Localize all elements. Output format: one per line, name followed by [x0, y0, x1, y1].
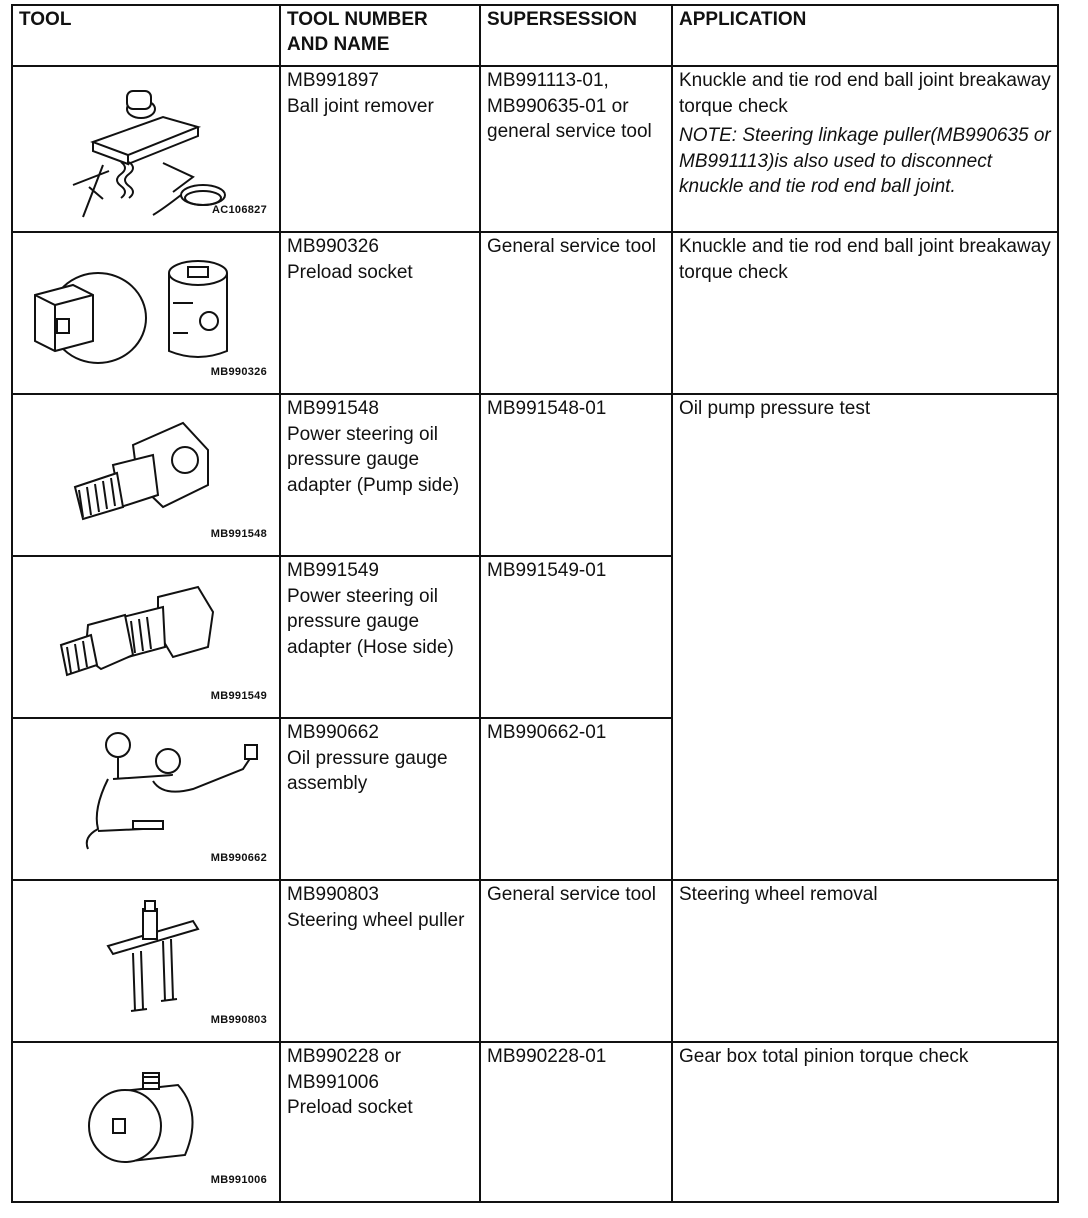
- tool-name: Power steering oil pressure gauge adapter (Pump side): [287, 423, 460, 496]
- special-tools-table: [11, 4, 1059, 1203]
- tool-code-label: MB990662: [210, 851, 267, 864]
- tool-number-name-cell: [280, 556, 480, 718]
- tool-illustration-cell: [12, 66, 280, 232]
- header-tool: TOOL: [12, 5, 280, 66]
- tool-number: MB991548: [287, 398, 379, 419]
- tool-code-label: MB991549: [210, 689, 267, 702]
- tool-name: Steering wheel puller: [287, 909, 465, 931]
- supersession-cell: MB990228-01: [480, 1042, 672, 1202]
- application-cell: Knuckle and tie rod end ball joint breakaway torque check: [672, 232, 1058, 394]
- tool-illustration-cell: [12, 718, 280, 880]
- tool-illustration-cell: [12, 880, 280, 1042]
- tool-code-label: MB990326: [210, 365, 267, 378]
- tool-illustration-cell: [12, 394, 280, 556]
- tool-number-name-cell: [280, 718, 480, 880]
- tool-number-name-cell: [280, 394, 480, 556]
- table-row: [12, 1042, 1058, 1202]
- header-tool-number-and-name: TOOL NUMBER AND NAME: [280, 5, 480, 66]
- table-row: [12, 880, 1058, 1042]
- tool-number-name-cell: [280, 232, 480, 394]
- table-row: [12, 232, 1058, 394]
- tool-code-label: AC106827: [212, 203, 267, 216]
- tool-illustration-cell: [12, 556, 280, 718]
- application-text: Knuckle and tie rod end ball joint breakaway torque check: [679, 70, 1051, 117]
- supersession-cell: MB991548-01: [480, 394, 672, 556]
- tool-name: Power steering oil pressure gauge adapter (Hose side): [287, 585, 454, 658]
- application-cell: Gear box total pinion torque check: [672, 1042, 1058, 1202]
- application-cell: [672, 66, 1058, 232]
- tool-name: Preload socket: [287, 261, 413, 283]
- tool-number: MB991549: [287, 560, 379, 581]
- table-row: [12, 66, 1058, 232]
- tool-number: MB990326: [287, 236, 379, 257]
- tool-code-label: MB991006: [210, 1173, 267, 1186]
- tool-number: MB991897: [287, 70, 379, 91]
- tool-number-name-cell: [280, 880, 480, 1042]
- tool-code-label: MB991548: [210, 527, 267, 540]
- tool-name: Preload socket: [287, 1097, 413, 1118]
- header-application: APPLICATION: [672, 5, 1058, 66]
- tool-number: MB990228 or MB991006: [287, 1046, 402, 1093]
- tool-number-name-cell: [280, 1042, 480, 1202]
- tool-illustration-cell: [12, 1042, 280, 1202]
- table-row: [12, 394, 1058, 556]
- header-row: [12, 5, 1058, 66]
- supersession-cell: General service tool: [480, 880, 672, 1042]
- tool-name: Ball joint remover: [287, 95, 434, 117]
- supersession-cell: General service tool: [480, 232, 672, 394]
- tool-code-label: MB990803: [210, 1013, 267, 1026]
- tool-number: MB990803: [287, 884, 379, 905]
- tool-name: Oil pressure gauge assembly: [287, 747, 448, 794]
- supersession-cell: MB991549-01: [480, 556, 672, 718]
- application-note: NOTE: Steering linkage puller(MB990635 or MB991113)is also used to disconnect knuckle and tie rod end ball joint.: [679, 125, 1051, 197]
- header-supersession: SUPERSESSION: [480, 5, 672, 66]
- application-cell: Oil pump pressure test: [672, 394, 1058, 880]
- supersession-cell: MB991113-01, MB990635-01 or general service tool: [480, 66, 672, 232]
- tool-number-name-cell: [280, 66, 480, 232]
- tool-number: MB990662: [287, 722, 379, 743]
- tool-illustration-cell: [12, 232, 280, 394]
- application-cell: Steering wheel removal: [672, 880, 1058, 1042]
- supersession-cell: MB990662-01: [480, 718, 672, 880]
